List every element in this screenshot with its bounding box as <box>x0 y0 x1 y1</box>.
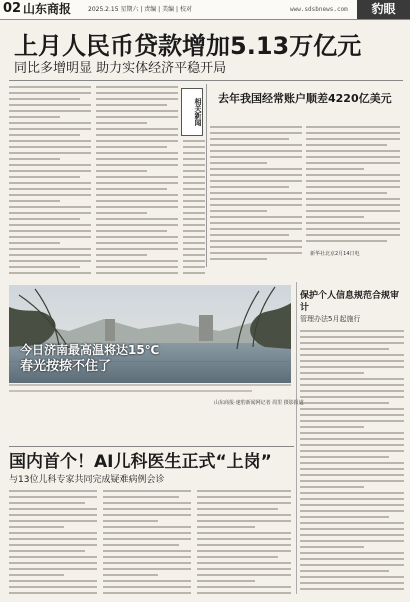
ai-body-column-2 <box>103 490 191 598</box>
page-number: 02 <box>3 1 22 16</box>
issue-info: 2025.2.15 星期六 | 责编 | 美编 | 校对 <box>88 6 192 13</box>
sidebar-headline: 去年我国经常账户顺差4220亿美元 <box>218 92 392 105</box>
photo-credit: 山东商报·速豹新闻网记者 周里 摄影报道 <box>214 400 304 406</box>
divider <box>9 80 403 81</box>
lead-deck: 同比多增明显 助力实体经济平稳开局 <box>14 61 227 76</box>
section-tag: 豹眼 <box>357 0 410 19</box>
photo-title: 今日济南最高温将达15℃ <box>20 343 160 357</box>
paper-name: 山东商报 <box>23 2 72 16</box>
divider <box>296 282 297 594</box>
sidebar-body-column-2 <box>306 126 400 248</box>
ai-deck: 与13位儿科专家共同完成疑难病例会诊 <box>9 475 165 485</box>
related-news-label: 相关新闻 <box>181 88 203 136</box>
lead-body-column-2 <box>96 86 178 278</box>
site-url: www.sdsbnews.com <box>290 6 348 13</box>
ai-body-column-3 <box>197 490 291 598</box>
lead-headline: 上月人民币贷款增加5.13万亿元 <box>14 32 362 60</box>
divider <box>9 446 294 447</box>
protection-body <box>300 330 404 598</box>
sidebar-dateline: 新华社北京2月14日电 <box>310 251 360 257</box>
protection-headline: 保护个人信息规范合规审计 <box>300 291 400 313</box>
lead-body-column-3 <box>183 140 205 278</box>
photo-subtitle: 春光按捺不住了 <box>20 359 112 374</box>
ai-headline: 国内首个！AI儿科医生正式“上岗” <box>9 452 272 472</box>
sidebar-body-column-1 <box>210 126 302 266</box>
ai-body-column-1 <box>9 490 97 598</box>
lead-body-column-1 <box>9 86 91 278</box>
protection-deck: 管理办法5月起施行 <box>300 315 361 323</box>
